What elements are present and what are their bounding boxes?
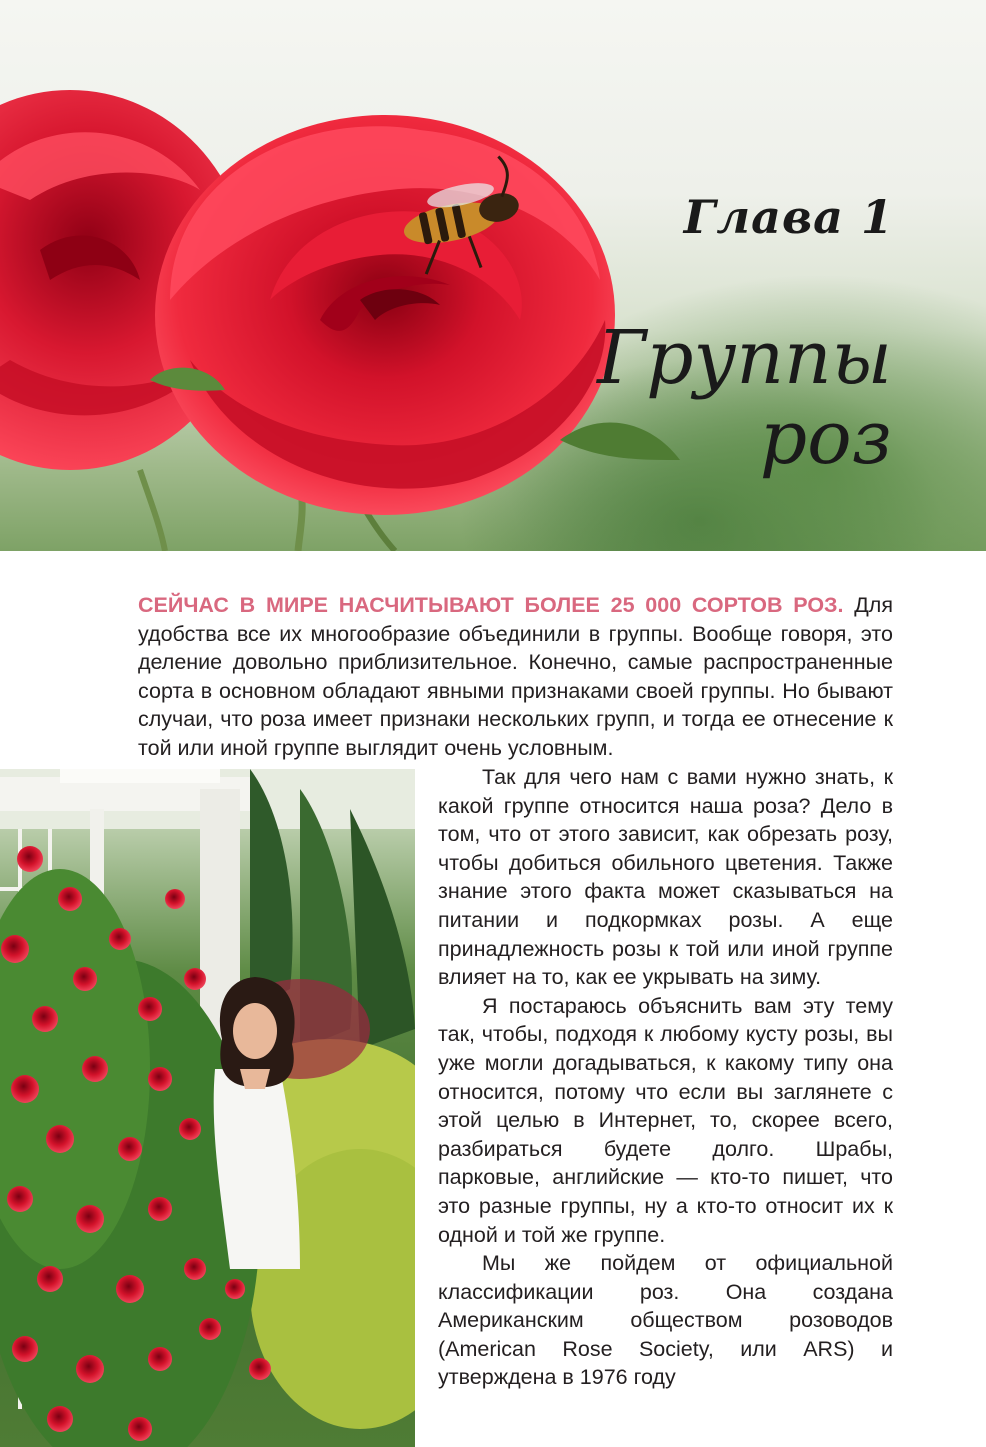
chapter-label: Глава 1 — [683, 190, 894, 244]
chapter-title-line: Группы — [597, 315, 892, 401]
garden-photo — [0, 769, 415, 1447]
body-paragraph: Мы же пойдем от официальной классификации роз. Она создана Американским обществом розоводов (American Rose Society, или ARS) и утверждена в 1976 году — [438, 1251, 893, 1390]
woman-figure — [214, 977, 300, 1269]
chapter-title — [592, 315, 892, 481]
hero-photo — [0, 0, 986, 551]
chapter-title-line: роз — [759, 395, 892, 481]
lead-paragraph — [138, 591, 893, 763]
lead-text: Для удобства все их многообразие объединили в группы. Вообще говоря, это деление довольно приблизительное. Конечно, самые распространенные сорта в основном обладают явными признаками своей группы. Но бывают случаи, что роза имеет признаки нескольких групп, и тогда ее отнесение к той или иной группе выглядит очень условным. — [138, 593, 893, 760]
body-paragraph: Так для чего нам с вами нужно знать, к какой группе относится наша роза? Дело в том, что от этого зависит, как обрезать розу, чтобы добиться обильного цветения. Также знание этого факта может сказываться на питании и подкормках розы. А еще принадлежность розы к той или иной группе влияет на то, как ее укрывать на зиму. — [438, 765, 893, 990]
lead-emphasis: СЕЙЧАС В МИРЕ НАСЧИТЫВАЮТ БОЛЕЕ 25 000 СОРТОВ РОЗ. — [138, 593, 844, 617]
body-column — [438, 763, 893, 1392]
body-paragraph: Я постараюсь объяснить вам эту тему так, чтобы, подходя к любому кусту розы, вы уже могли догадываться, к какому типу она относится, потому что если вы заглянете с этой целью в Интернет, то, скорее всего, разбираться будете долго. Шрабы, парковые, английские — кто-то пишет, что это разные группы, ну а кто-то относит их к одной и той же группе. — [438, 993, 893, 1247]
rose-main — [155, 115, 615, 515]
garden-illustration — [0, 769, 415, 1447]
